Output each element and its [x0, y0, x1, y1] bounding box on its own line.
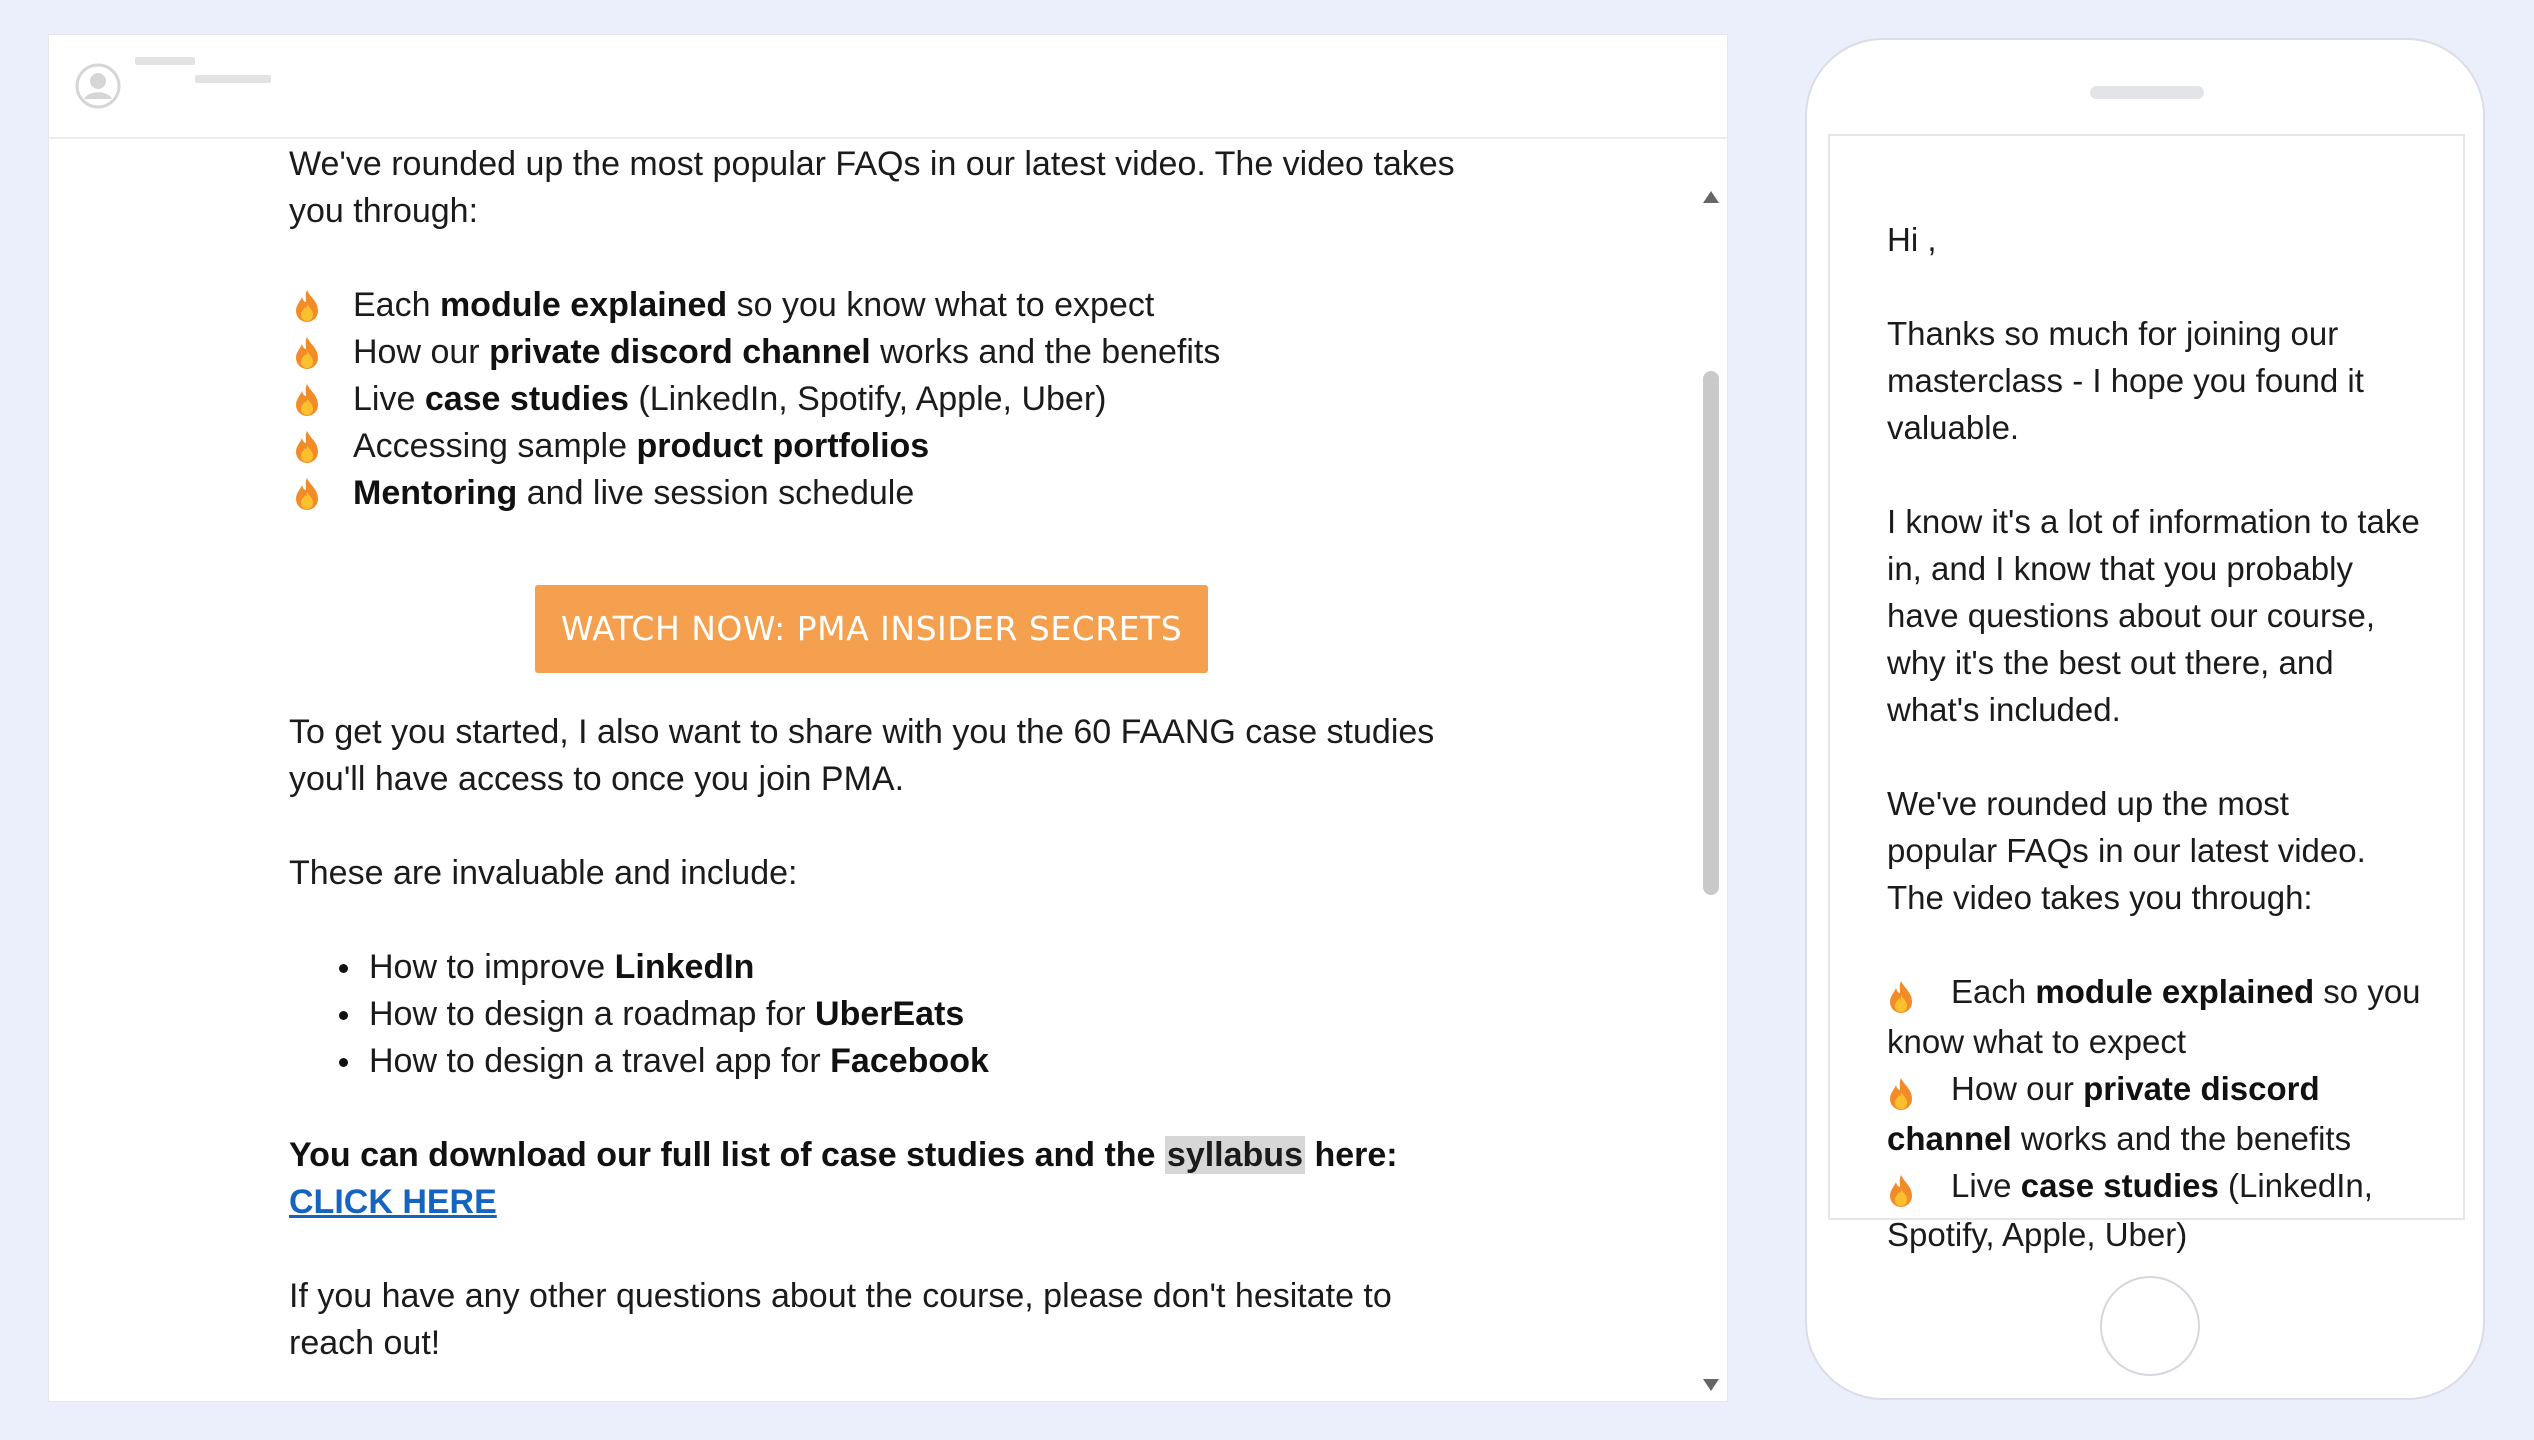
click-here-link[interactable]: CLICK HERE [289, 1183, 497, 1221]
scroll-down-arrow-icon[interactable] [1703, 1379, 1719, 1391]
phone-home-button [2100, 1276, 2200, 1376]
intro-text: We've rounded up the most popular FAQs in our latest video. The video takes you through: [289, 145, 1455, 230]
cta-wrapper [289, 585, 1454, 673]
email-body [49, 141, 1727, 1401]
phone-speaker [2090, 86, 2204, 99]
fire-list-item: Mentoring and live session schedule [289, 470, 1489, 517]
fire-icon [1887, 1164, 1951, 1211]
scroll-up-arrow-icon[interactable] [1703, 191, 1719, 203]
phone-fire-item: How our private discord channel works and the benefits [1887, 1065, 2447, 1162]
fire-list-item: How our private discord channel works and the benefits [289, 329, 1489, 376]
include-text: These are invaluable and include: [289, 854, 798, 892]
highlighted-word: syllabus [1166, 1136, 1303, 1174]
fire-icon [289, 282, 353, 329]
fire-icon [289, 376, 353, 423]
case-study-bullets [289, 944, 1489, 1085]
thanks-text: Thanks so much for joining our masterclass - I hope you found it valuable. [1887, 315, 2364, 446]
desktop-preview [48, 34, 1728, 1402]
fire-icon [1887, 971, 1951, 1018]
fire-icon [1887, 1068, 1951, 1115]
phone-fire-item: Each module explained so you know what to expect [1887, 968, 2447, 1065]
avatar-icon [75, 63, 121, 109]
watch-now-button[interactable]: WATCH NOW: PMA INSIDER SECRETS [535, 585, 1208, 673]
greeting-text: Hi , [1887, 221, 1937, 258]
fire-icon [289, 423, 353, 470]
phone-intro-text: We've rounded up the most popular FAQs in our latest video. The video takes you through: [1887, 785, 2366, 916]
sender-name-placeholder [135, 57, 195, 65]
know-text: I know it's a lot of information to take in, and I know that you probably have questions about our course, why it's the best out there, and what's included. [1887, 503, 2420, 728]
bullet-item: How to design a travel app for Facebook [339, 1038, 1489, 1085]
phone-screen [1828, 134, 2465, 1254]
email-content [289, 141, 1489, 1367]
phone-fire-item: Live case studies (LinkedIn, Spotify, Apple, Uber) [1887, 1162, 2447, 1259]
phone-email-content [1887, 216, 2447, 1258]
bullet-item: How to improve LinkedIn [339, 944, 1489, 991]
fire-icon [289, 470, 353, 517]
case-studies-text: To get you started, I also want to share with you the 60 FAANG case studies you'll have access to once you join PMA. [289, 713, 1435, 798]
bullet-item: How to design a roadmap for UberEats [339, 991, 1489, 1038]
sender-email-placeholder [195, 75, 271, 83]
scrollbar-thumb[interactable] [1703, 371, 1719, 895]
fire-list [289, 282, 1489, 517]
fire-list-item: Accessing sample product portfolios [289, 423, 1489, 470]
fire-list-item: Live case studies (LinkedIn, Spotify, Apple, Uber) [289, 376, 1489, 423]
fire-list-item: Each module explained so you know what to expect [289, 282, 1489, 329]
mobile-preview [1805, 38, 2485, 1400]
download-text: You can download our full list of case studies and the syllabus here: [289, 1136, 1398, 1174]
outro-text: If you have any other questions about the course, please don't hesitate to reach out! [289, 1277, 1392, 1362]
email-header [49, 35, 1727, 139]
fire-icon [289, 329, 353, 376]
